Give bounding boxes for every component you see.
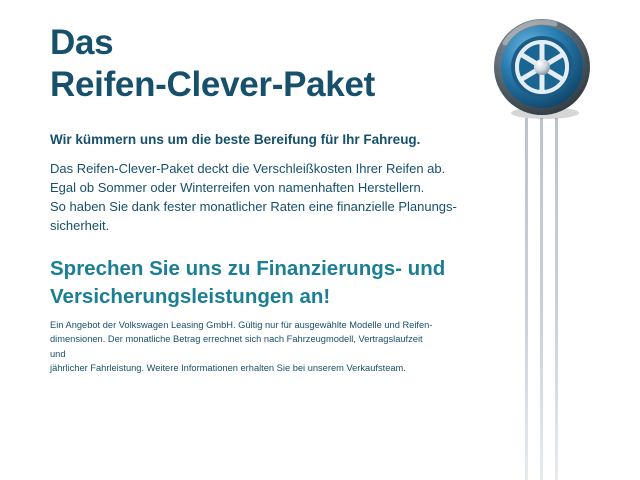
body-line-3: So haben Sie dank fester monatlicher Raten eine finanzielle Planungs- bbox=[50, 198, 457, 214]
cta-line-2: Versicherungsleistungen an! bbox=[50, 285, 331, 309]
page-title bbox=[50, 22, 480, 105]
legal-line-1: Ein Angebot der Volkswagen Leasing GmbH. Gültig nur für ausgewählte Modelle und Reifen- bbox=[50, 320, 433, 330]
tread-stripe-line bbox=[540, 118, 543, 480]
tread-stripe-line bbox=[555, 118, 558, 480]
cta-line-1: Sprechen Sie uns zu Finanzierungs- und bbox=[50, 257, 446, 280]
subheadline: Wir kümmern uns um die beste Bereifung für Ihr Fahreug. bbox=[50, 132, 421, 147]
tread-stripes-icon bbox=[513, 118, 573, 480]
body-copy bbox=[50, 160, 470, 235]
body-line-4: sicherheit. bbox=[50, 217, 110, 233]
tread-stripe-line bbox=[525, 118, 528, 480]
call-to-action bbox=[50, 255, 490, 312]
legal-disclaimer bbox=[50, 318, 440, 376]
body-line-1: Das Reifen-Clever-Paket deckt die Verschleißkosten Ihrer Reifen ab. bbox=[50, 161, 446, 176]
headline-line-2: Reifen-Clever-Paket bbox=[50, 64, 375, 104]
body-line-2: Egal ob Sommer oder Winterreifen von namenhaften Herstellern. bbox=[50, 179, 425, 195]
legal-line-2: dimensionen. Der monatliche Betrag errechnet sich nach Fahrzeugmodell, Vertragslaufzeit und bbox=[50, 334, 423, 359]
car-wheel-icon bbox=[491, 17, 595, 121]
legal-line-3: jährlicher Fahrleistung. Weitere Informationen erhalten Sie bei unserem Verkaufsteam. bbox=[50, 363, 406, 374]
headline-line-1: Das bbox=[50, 23, 114, 62]
